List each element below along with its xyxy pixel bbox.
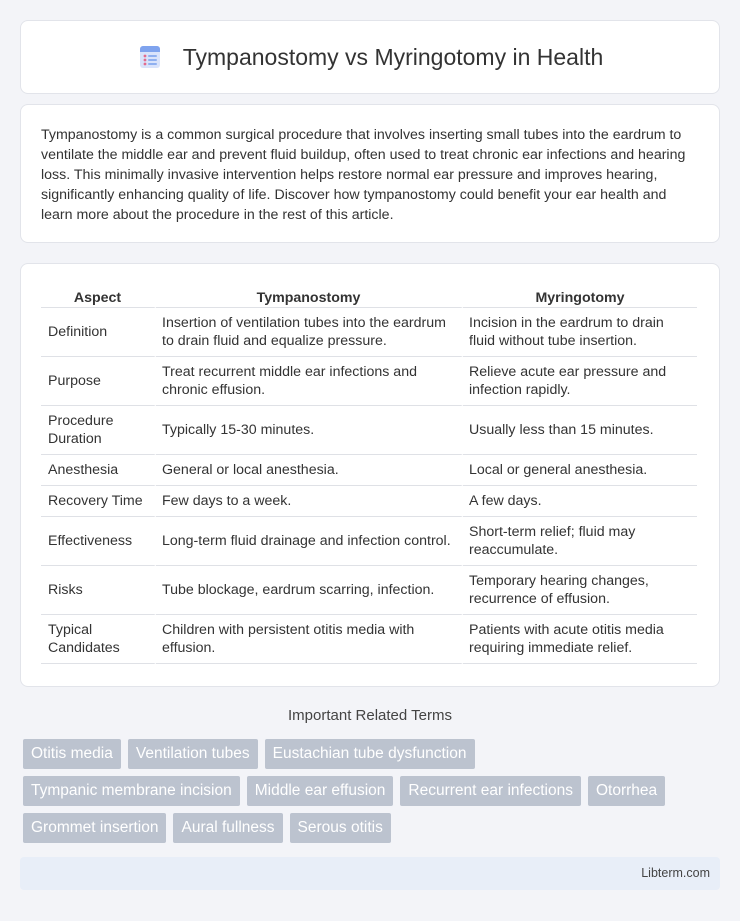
tag-otorrhea[interactable]: Otorrhea (588, 776, 665, 806)
comparison-table (41, 284, 697, 664)
tag-tympanic-membrane-incision[interactable]: Tympanic membrane incision (23, 776, 240, 806)
tag-middle-ear-effusion[interactable]: Middle ear effusion (247, 776, 394, 806)
myringotomy-cell: A few days. (463, 486, 697, 517)
myringotomy-cell: Usually less than 15 minutes. (463, 406, 697, 455)
tag-row (23, 776, 713, 806)
table-row (41, 455, 697, 486)
title-card (20, 20, 720, 94)
tag-otitis-media[interactable]: Otitis media (23, 739, 121, 769)
tympanostomy-cell: Long-term fluid drainage and infection control. (156, 517, 463, 566)
tag-ventilation-tubes[interactable]: Ventilation tubes (128, 739, 258, 769)
intro-card (20, 104, 720, 243)
page-title: Tympanostomy vs Myringotomy in Health (182, 43, 604, 70)
myringotomy-cell: Short-term relief; fluid may reaccumulate. (463, 517, 697, 566)
aspect-cell: Effectiveness (41, 517, 156, 566)
aspect-cell: Anesthesia (41, 455, 156, 486)
intro-paragraph: Tympanostomy is a common surgical procedure that involves inserting small tubes into the eardrum to ventilate the middle ear and prevent fluid buildup, often used to treat chronic ear infections and hearing loss. This minimally invasive intervention helps restore normal ear pressure and improves hearing, significantly enhancing quality of life. Discover how tympanostomy could benefit your ear health and learn more about the procedure in the rest of this article. (41, 127, 686, 223)
tympanostomy-cell: Tube blockage, eardrum scarring, infection. (156, 566, 463, 615)
aspect-cell: Risks (41, 566, 156, 615)
table-row (41, 566, 697, 615)
aspect-cell: Purpose (41, 357, 156, 406)
table-row (41, 308, 697, 357)
tympanostomy-cell: Treat recurrent middle ear infections and chronic effusion. (156, 357, 463, 406)
myringotomy-cell: Patients with acute otitis media requiring immediate relief. (463, 615, 697, 664)
aspect-cell: Procedure Duration (41, 406, 156, 455)
tympanostomy-cell: Typically 15-30 minutes. (156, 406, 463, 455)
aspect-cell: Recovery Time (41, 486, 156, 517)
tympanostomy-cell: Few days to a week. (156, 486, 463, 517)
table-row (41, 615, 697, 664)
document-list-icon (137, 44, 163, 70)
tag-aural-fullness[interactable]: Aural fullness (173, 813, 282, 843)
table-row (41, 517, 697, 566)
tag-serous-otitis[interactable]: Serous otitis (290, 813, 391, 843)
aspect-cell: Typical Candidates (41, 615, 156, 664)
footer (20, 857, 720, 890)
comparison-card (20, 263, 720, 687)
tag-row (23, 739, 713, 769)
table-row (41, 486, 697, 517)
related-terms-list (23, 739, 713, 850)
header-myringotomy: Myringotomy (463, 284, 697, 308)
myringotomy-cell: Temporary hearing changes, recurrence of effusion. (463, 566, 697, 615)
tympanostomy-cell: Insertion of ventilation tubes into the eardrum to drain fluid and equalize pressure. (156, 308, 463, 357)
myringotomy-cell: Incision in the eardrum to drain fluid without tube insertion. (463, 308, 697, 357)
tag-row (23, 813, 713, 843)
table-row (41, 406, 697, 455)
tympanostomy-cell: Children with persistent otitis media with effusion. (156, 615, 463, 664)
tympanostomy-cell: General or local anesthesia. (156, 455, 463, 486)
tag-grommet-insertion[interactable]: Grommet insertion (23, 813, 166, 843)
myringotomy-cell: Local or general anesthesia. (463, 455, 697, 486)
header-tympanostomy: Tympanostomy (156, 284, 463, 308)
table-row (41, 357, 697, 406)
aspect-cell: Definition (41, 308, 156, 357)
tag-recurrent-ear-infections[interactable]: Recurrent ear infections (400, 776, 581, 806)
footer-site-link[interactable]: Libterm.com (641, 866, 710, 880)
tag-eustachian-tube-dysfunction[interactable]: Eustachian tube dysfunction (265, 739, 475, 769)
myringotomy-cell: Relieve acute ear pressure and infection rapidly. (463, 357, 697, 406)
header-aspect: Aspect (41, 284, 156, 308)
related-terms-title: Important Related Terms (288, 707, 452, 724)
